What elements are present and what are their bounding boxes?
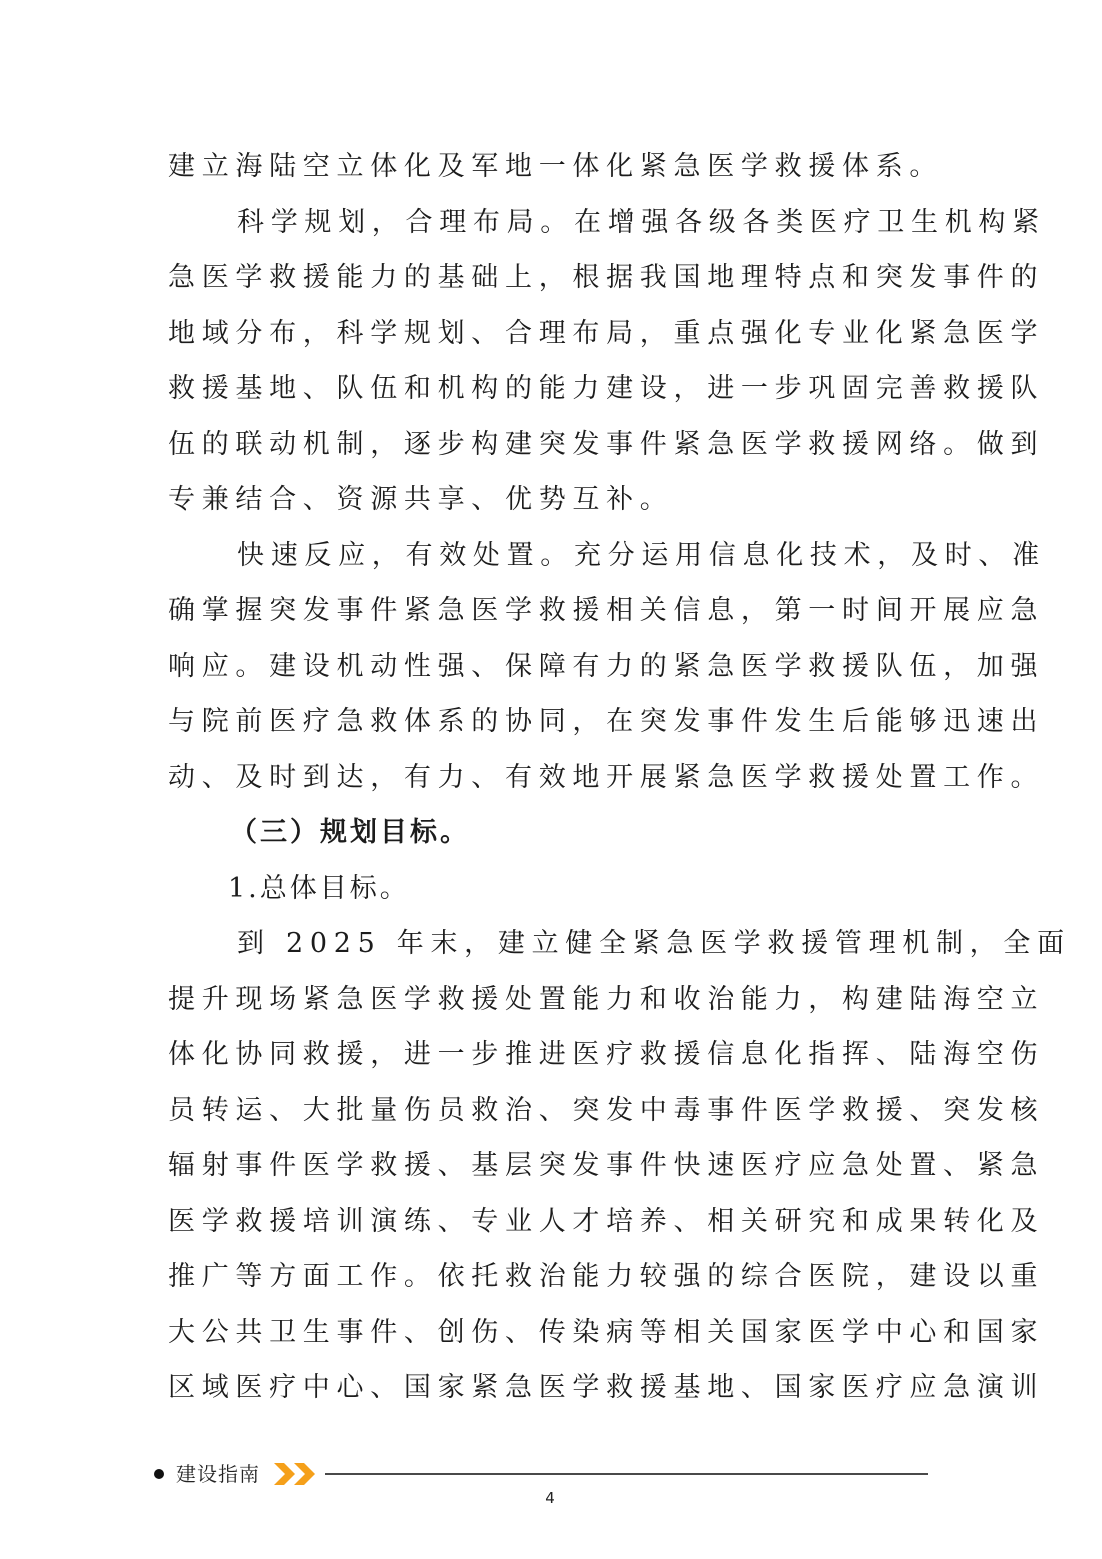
text-line: 救援基地、队伍和机构的能力建设，进一步巩固完善救援队 <box>168 373 1045 404</box>
text-line: 伍的联动机制，逐步构建突发事件紧急医学救援网络。做到 <box>168 428 1045 460</box>
text-line: 员转运、大批量伤员救治、突发中毒事件医学救援、突发核 <box>168 1094 1045 1126</box>
paragraph-start-line: 到 2025 年末，建立健全紧急医学救援管理机制，全面 <box>237 928 1071 959</box>
text-line: 与院前医疗急救体系的协同，在突发事件发生后能够迅速出 <box>168 706 1045 737</box>
body-text <box>168 139 1071 1416</box>
page-footer <box>152 1458 932 1490</box>
subsection-heading: 1.总体目标。 <box>228 872 410 904</box>
text-line: 确掌握突发事件紧急医学救援相关信息，第一时间开展应急 <box>168 595 1045 626</box>
text-line: 区域医疗中心、国家紧急医学救援基地、国家医疗应急演训 <box>168 1372 1045 1403</box>
text-line: 大公共卫生事件、创伤、传染病等相关国家医学中心和国家 <box>168 1316 1045 1348</box>
text-line: 建立海陆空立体化及军地一体化紧急医学救援体系。 <box>168 151 944 182</box>
page-number: 4 <box>545 1489 555 1507</box>
text-line: 辐射事件医学救援、基层突发事件快速医疗应急处置、紧急 <box>168 1150 1045 1181</box>
double-chevron-right-icon <box>274 1463 320 1485</box>
text-line: 推广等方面工作。依托救治能力较强的综合医院，建设以重 <box>168 1261 1045 1292</box>
text-line: 医学救援培训演练、专业人才培养、相关研究和成果转化及 <box>168 1205 1045 1237</box>
section-label: 建设指南 <box>176 1462 260 1486</box>
text-line: 地域分布，科学规划、合理布局，重点强化专业化紧急医学 <box>168 317 1045 349</box>
text-line: 提升现场紧急医学救援处置能力和收治能力，构建陆海空立 <box>168 983 1045 1015</box>
text-line: 急医学救援能力的基础上，根据我国地理特点和突发事件的 <box>168 262 1045 293</box>
paragraph-start-line: 快速反应，有效处置。充分运用信息化技术，及时、准 <box>237 539 1046 571</box>
text-line: 动、及时到达，有力、有效地开展紧急医学救援处置工作。 <box>168 761 1045 793</box>
paragraph-start-line: 科学规划，合理布局。在增强各级各类医疗卫生机构紧 <box>237 206 1046 238</box>
text-line: 响应。建设机动性强、保障有力的紧急医学救援队伍，加强 <box>168 650 1045 682</box>
text-line: 体化协同救援，进一步推进医疗救援信息化指挥、陆海空伤 <box>168 1039 1045 1070</box>
text-line: 专兼结合、资源共享、优势互补。 <box>168 484 674 515</box>
section-heading: （三）规划目标。 <box>230 817 470 848</box>
bullet-icon <box>154 1469 164 1479</box>
footer-divider <box>325 1473 928 1475</box>
